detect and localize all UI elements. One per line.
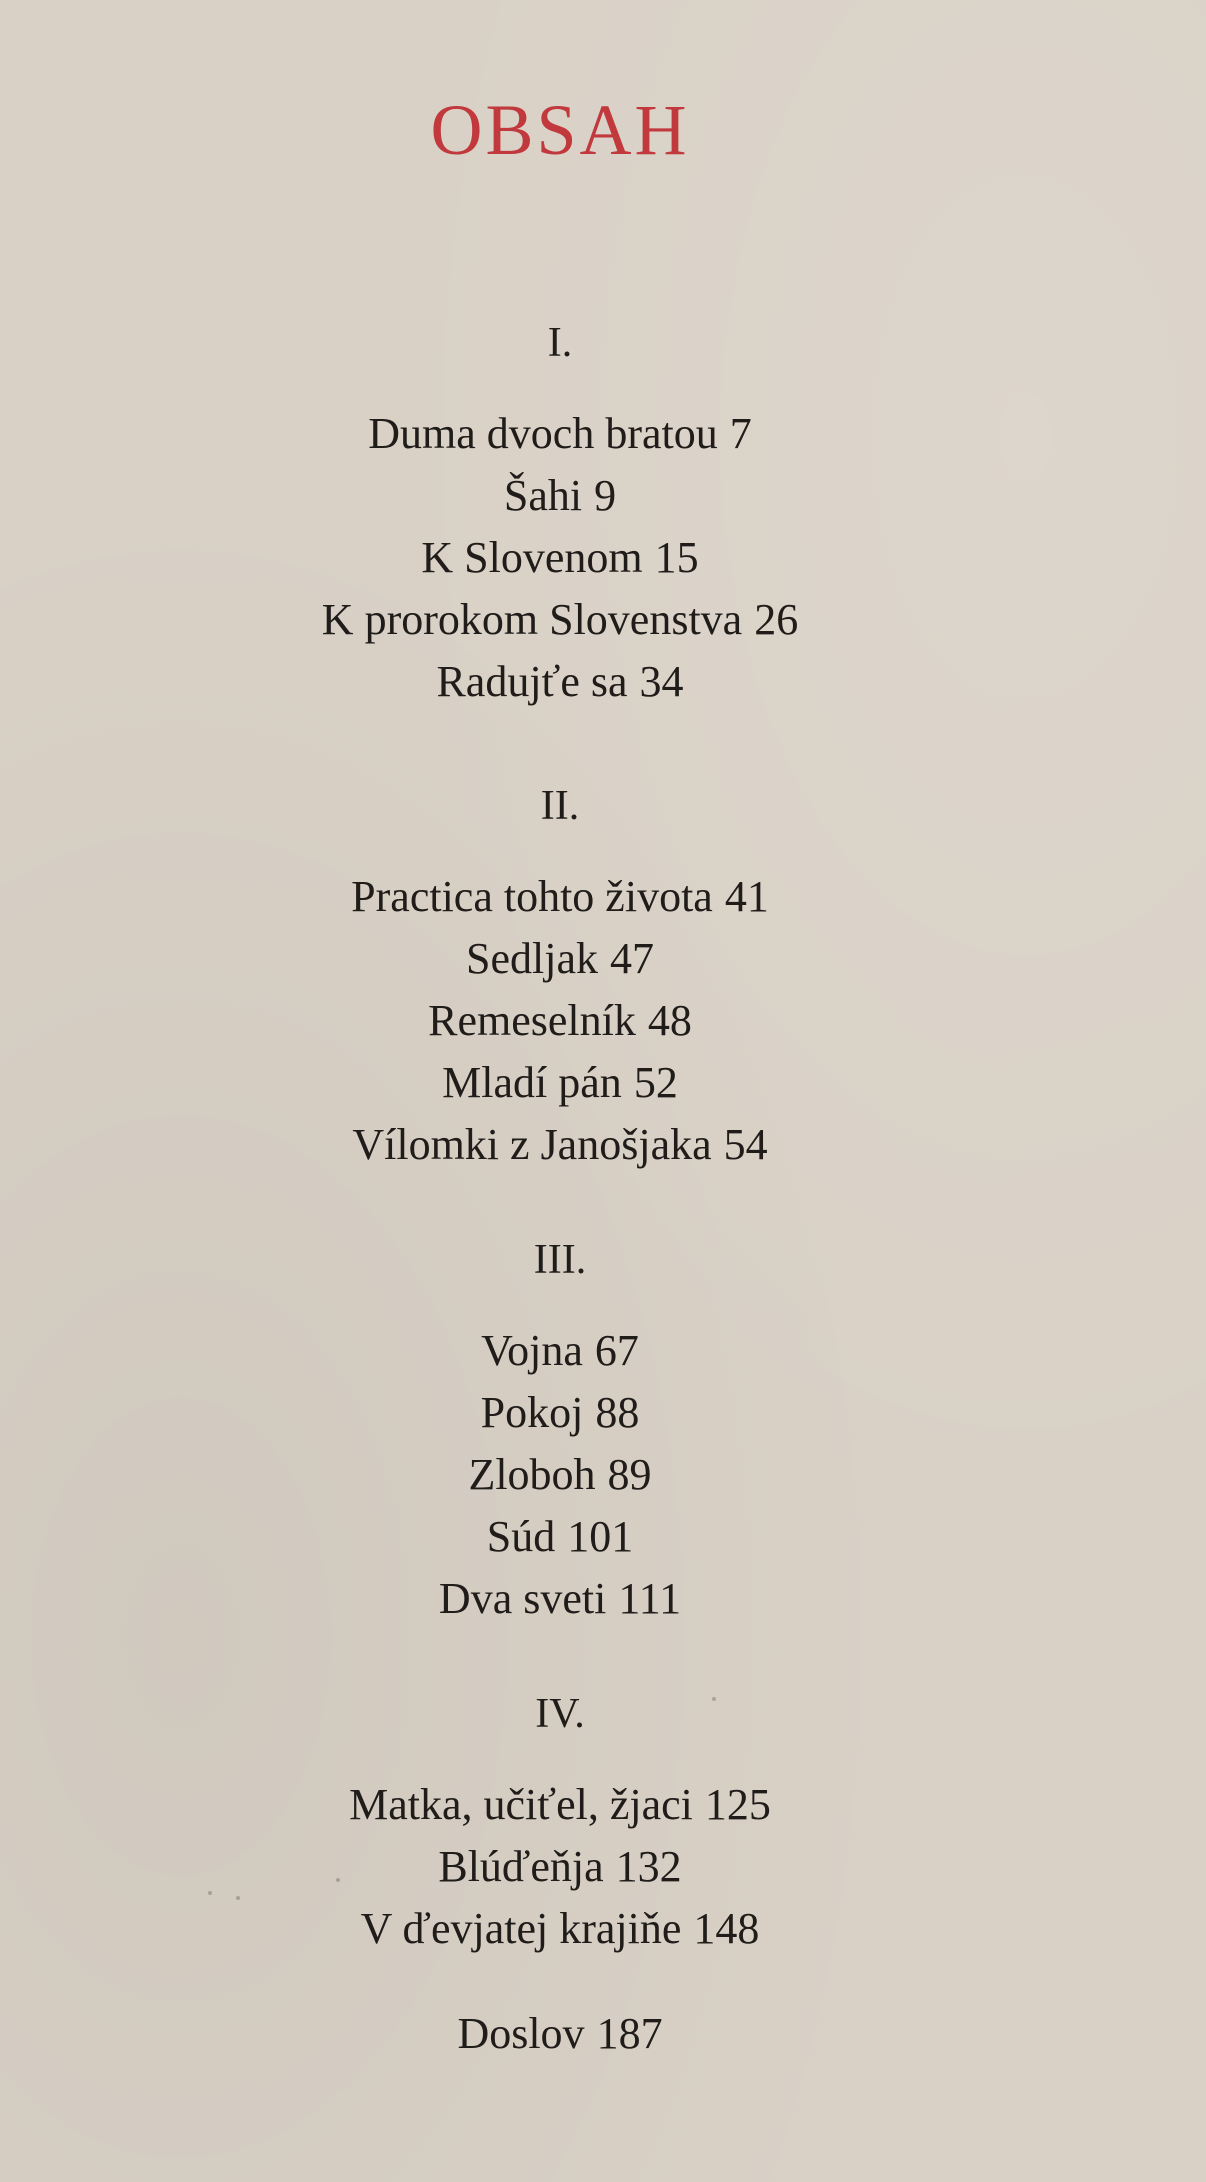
- toc-entry: [0, 866, 1120, 928]
- paper-speck: [336, 1878, 340, 1882]
- paper-speck: [208, 1891, 212, 1895]
- entry-page-number: 148: [693, 1904, 760, 1953]
- entry-title: Duma dvoch bratou: [368, 409, 718, 458]
- entry-title: K prorokom Slovenstva: [321, 595, 743, 644]
- toc-entry: [0, 1382, 1120, 1444]
- toc-entry: [0, 1836, 1120, 1898]
- entry-title: Súd: [486, 1512, 556, 1561]
- entry-page-number: 132: [615, 1842, 682, 1891]
- toc-entry: [0, 651, 1120, 713]
- toc-entry: [0, 527, 1120, 589]
- entry-list: [0, 866, 1120, 1176]
- section-heading: II.: [540, 783, 580, 829]
- entry-page-number: 48: [647, 996, 692, 1045]
- toc-entry: [0, 1320, 1120, 1382]
- entry-page-number: 41: [724, 872, 769, 921]
- toc-entry: [0, 2003, 1120, 2065]
- toc-section-2: [0, 768, 1120, 1176]
- toc-entry: [0, 1444, 1120, 1506]
- entry-page-number: 101: [567, 1512, 634, 1561]
- toc-entry: [0, 928, 1120, 990]
- entry-title: V ďevjatej krajiňe: [360, 1904, 682, 1953]
- paper-speck: [712, 1697, 716, 1701]
- entry-page-number: 88: [595, 1388, 640, 1437]
- section-heading: IV.: [535, 1691, 585, 1737]
- entry-title: Sedljak: [466, 934, 598, 983]
- entry-list: [0, 1774, 1120, 1960]
- entry-page-number: 52: [633, 1058, 678, 1107]
- toc-entry: [0, 1898, 1120, 1960]
- entry-page-number: 187: [596, 2009, 663, 2058]
- toc-entry: [0, 403, 1120, 465]
- entry-title: K Slovenom: [421, 533, 643, 582]
- entry-page-number: 26: [754, 595, 799, 644]
- entry-title: Zloboh: [468, 1450, 596, 1499]
- section-heading: III.: [533, 1237, 587, 1283]
- toc-entry: [0, 1568, 1120, 1630]
- entry-title: Dva sveti: [438, 1574, 607, 1623]
- toc-entry: [0, 589, 1120, 651]
- entry-page-number: 111: [618, 1574, 682, 1623]
- entry-page-number: 89: [607, 1450, 652, 1499]
- entry-page-number: 125: [704, 1780, 771, 1829]
- paper-speck: [236, 1896, 240, 1900]
- section-heading: I.: [547, 320, 573, 366]
- entry-title: Practica tohto života: [351, 872, 713, 921]
- toc-entry: [0, 465, 1120, 527]
- entry-title: Doslov: [457, 2009, 585, 2058]
- entry-title: Vojna: [481, 1326, 583, 1375]
- toc-entry: [0, 1774, 1120, 1836]
- entry-title: Vílomki z Janošjaka: [352, 1120, 712, 1169]
- entry-page-number: 15: [654, 533, 699, 582]
- toc-entry: [0, 1052, 1120, 1114]
- entry-title: Blúďeňja: [438, 1842, 604, 1891]
- toc-section-4: [0, 1676, 1120, 1960]
- entry-title: Pokoj: [480, 1388, 584, 1437]
- entry-title: Remeselník: [428, 996, 636, 1045]
- toc-entry: [0, 990, 1120, 1052]
- toc-entry: [0, 1114, 1120, 1176]
- toc-section-1: [0, 305, 1120, 713]
- entry-list: [0, 1320, 1120, 1630]
- toc-afterword: [0, 2003, 1120, 2065]
- entry-page-number: 67: [594, 1326, 639, 1375]
- entry-page-number: 54: [723, 1120, 768, 1169]
- entry-list: [0, 403, 1120, 713]
- entry-title: Mladí pán: [442, 1058, 622, 1107]
- entry-title: Radujťe sa: [436, 657, 628, 706]
- toc-section-3: [0, 1222, 1120, 1630]
- entry-page-number: 7: [729, 409, 752, 458]
- toc-entry: [0, 1506, 1120, 1568]
- entry-title: Šahi: [503, 471, 583, 520]
- entry-page-number: 47: [609, 934, 654, 983]
- entry-page-number: 9: [594, 471, 617, 520]
- entry-page-number: 34: [639, 657, 684, 706]
- entry-title: Matka, učiťel, žjaci: [349, 1780, 693, 1829]
- page-title: OBSAH: [430, 90, 690, 170]
